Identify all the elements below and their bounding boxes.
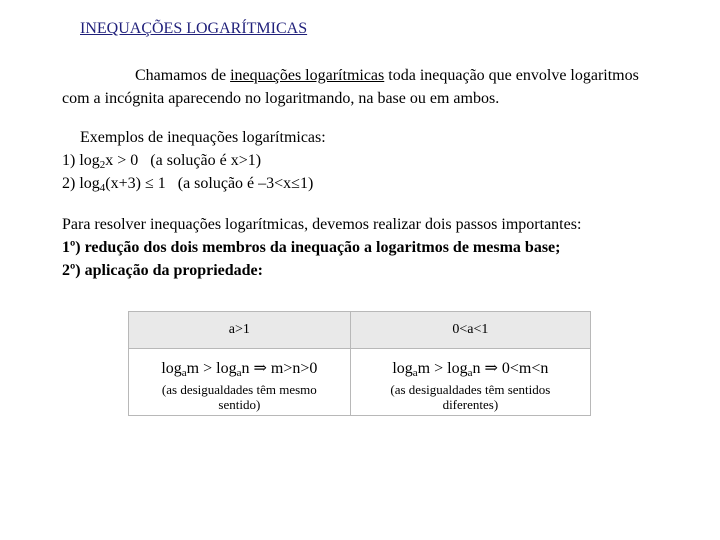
example-item: 1) $\log_2x > 0$ (a solução é x>1) [62, 152, 262, 171]
rule-note: (as desigualdades têm mesmo sentido) [161, 382, 317, 412]
rule-cell [129, 349, 351, 416]
header-a-between-0-1: 0<a<1 [350, 312, 590, 349]
rule-cell [350, 349, 590, 416]
header-a-greater-1: a>1 [129, 312, 351, 349]
rule-expression: $\log_am > \log_an$ ⇒ 0<m<n [392, 360, 549, 379]
step-item: 2º) aplicação da propriedade: [62, 262, 263, 279]
intro-term: inequações logarítmicas [230, 67, 385, 84]
intro-text-after: toda inequação que envolve logaritmos com a incógnita aparecendo no logaritmando, na base ou em ambos. [62, 67, 639, 107]
example-item: 2) $\log_4(x+3) \le 1$ (a solução é –3<x≤1) [62, 175, 314, 194]
intro-paragraph [62, 64, 662, 110]
rule-expression: $\log_am > \log_an$ ⇒ m>n>0 [161, 360, 318, 379]
steps-intro: Para resolver inequações logarítmicas, devemos realizar dois passos importantes: [62, 216, 582, 233]
page-title: INEQUAÇÕES LOGARÍTMICAS [80, 20, 308, 37]
intro-text-before: Chamamos de [135, 67, 231, 84]
rule-note: (as desigualdades têm sentidos diferentes) [390, 382, 551, 412]
examples-section [62, 126, 682, 195]
steps-section [62, 213, 702, 282]
property-table [128, 311, 591, 416]
step-item: 1º) redução dos dois membros da inequação a logaritmos de mesma base; [62, 239, 561, 256]
examples-heading: Exemplos de inequações logarítmicas: [80, 129, 326, 146]
